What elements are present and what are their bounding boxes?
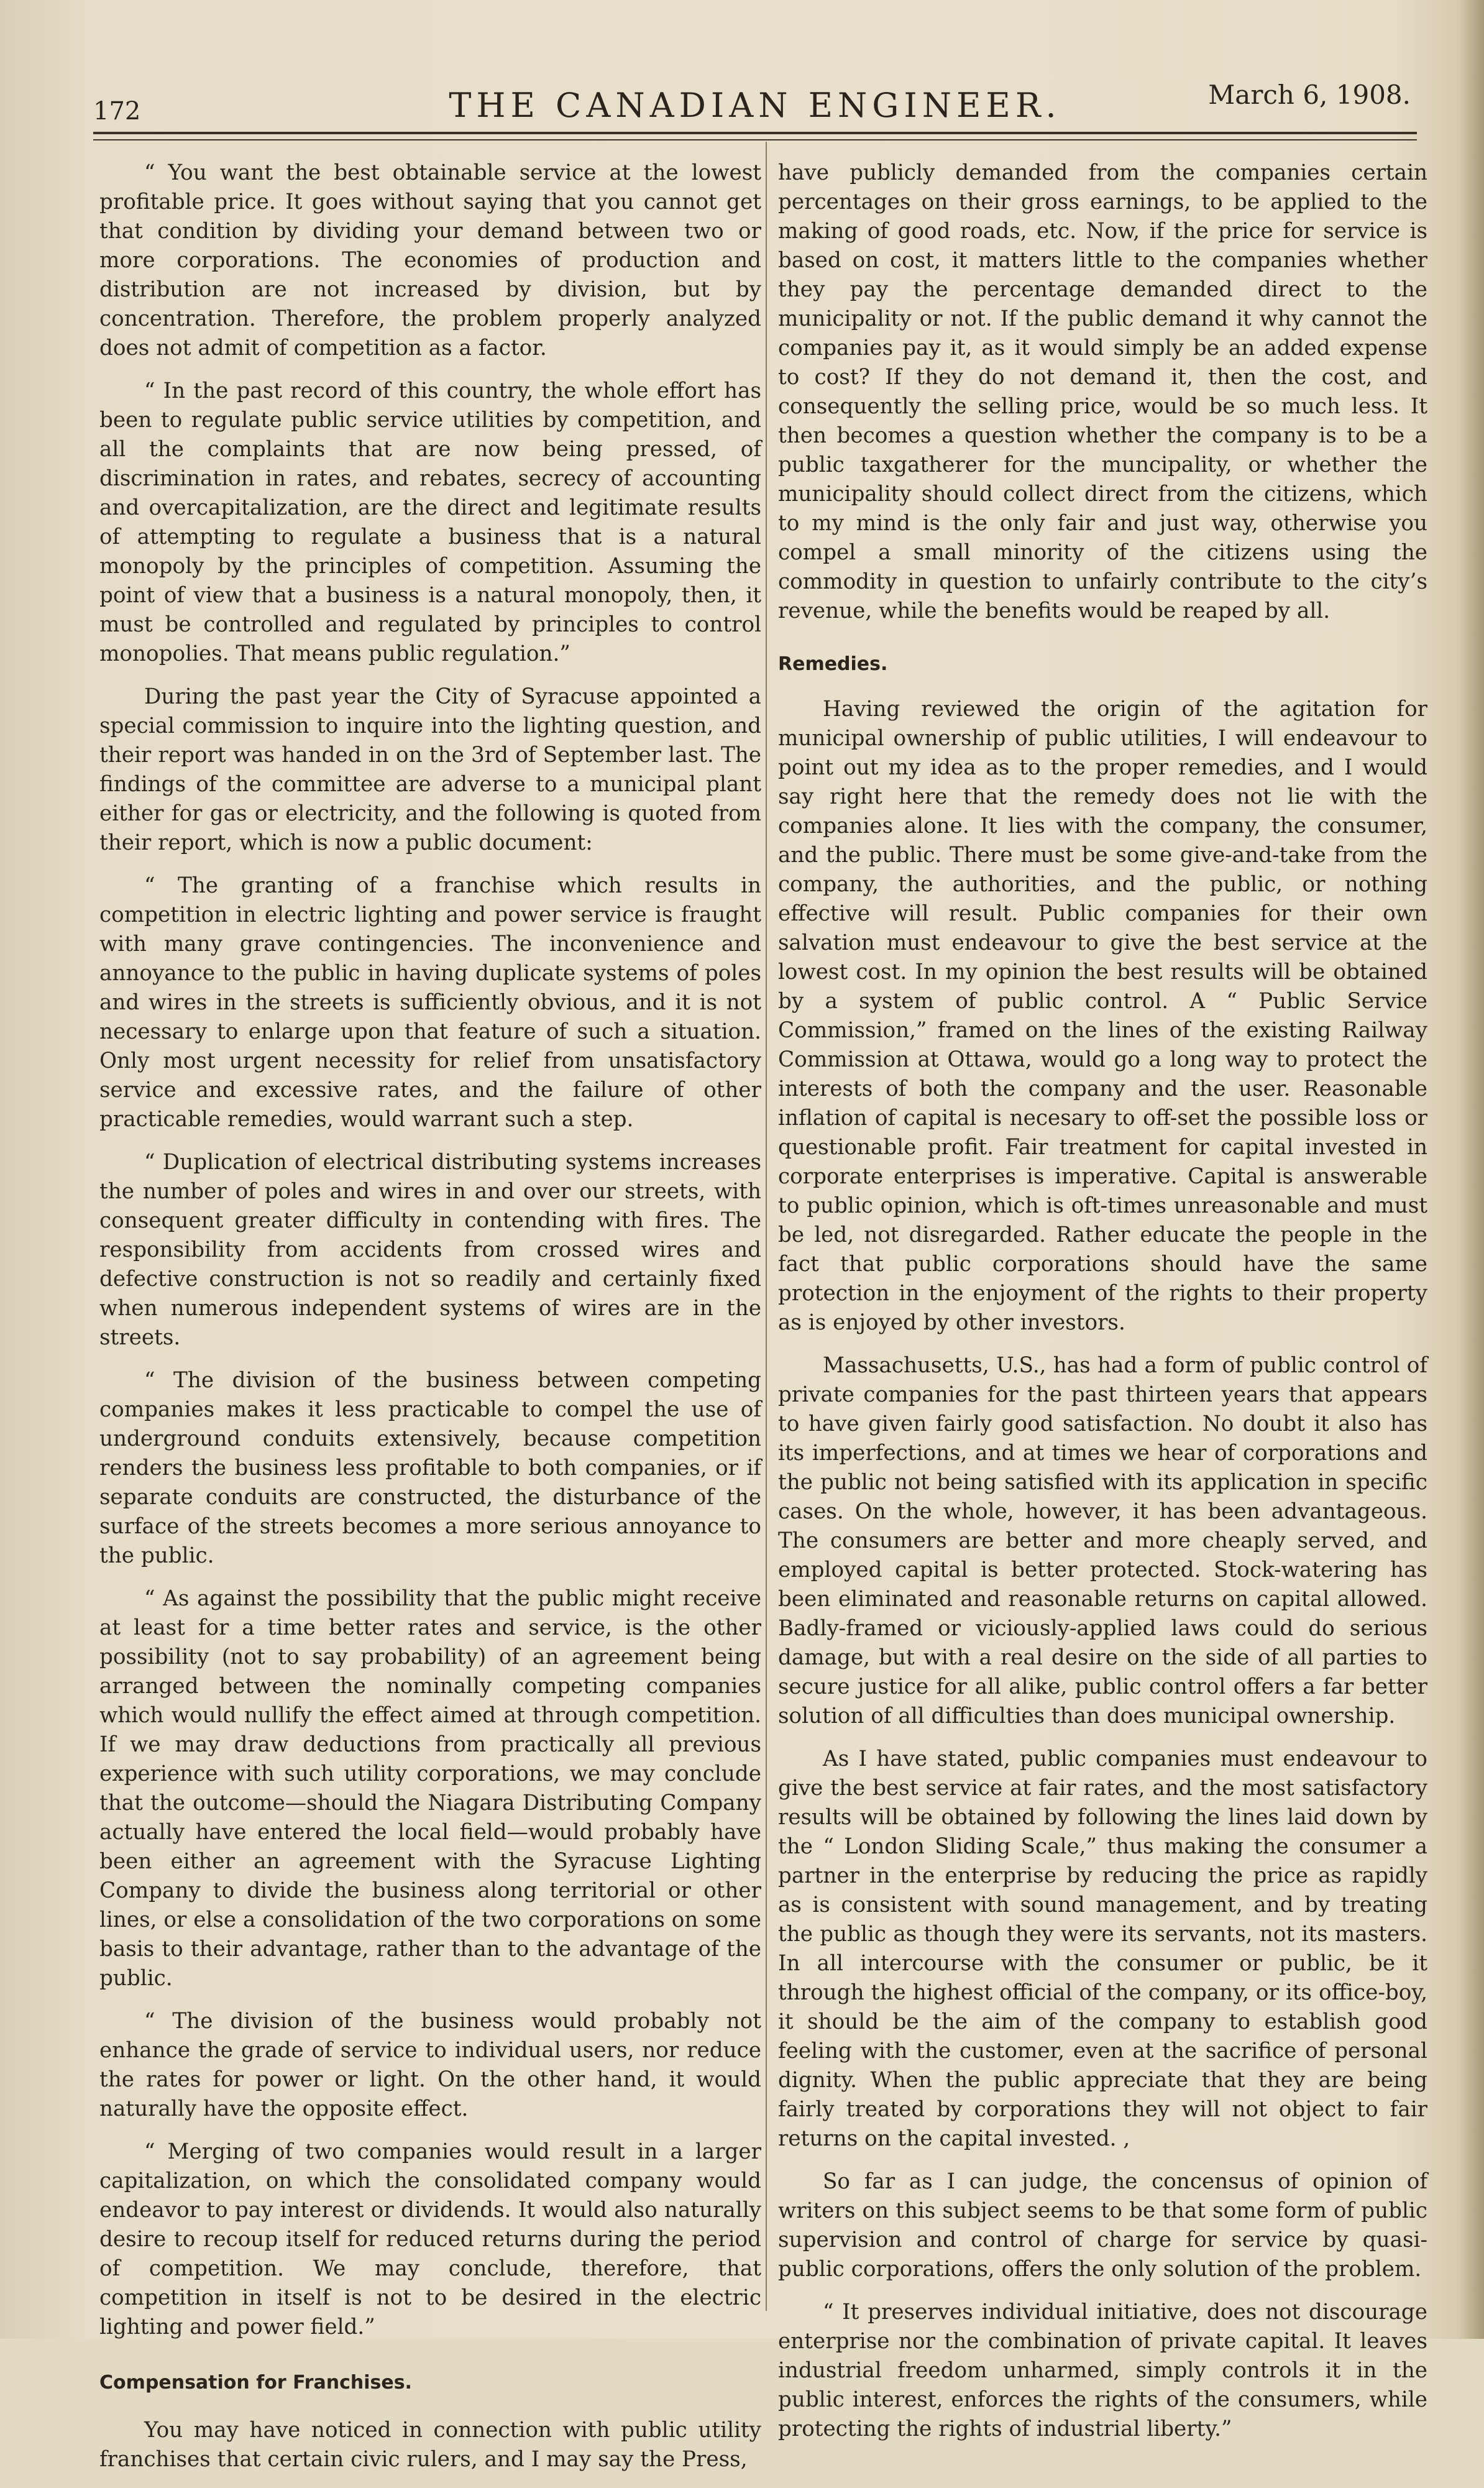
left-column (99, 158, 761, 2488)
section-heading-compensation: Compensation for Franchises. (99, 2372, 412, 2394)
right-column (778, 158, 1427, 2458)
header-rule-thin (93, 139, 1417, 140)
paragraph: “ You want the best obtainable service at the lowest profitable price. It goes without saying that you cannot get that condition by dividing your demand between two or more corporations. The economies of production and distribution are not increased by division, but by concentration. Therefore, the problem properly analyzed does not admit of competition as a factor. (99, 160, 761, 360)
paragraph: “ As against the possibility that the public might receive at least for a time better rates and service, is the other possibility (not to say probability) of an agreement being arranged between the nominally competing companies which would nullify the effect aimed at through competition. If we may draw deductions from practically all previous experience with such utility corporations, we may conclude that the outcome—should the Niagara Distributing Company actually have entered the local field—would probably have been either an agreement with the Syracuse Lighting Company to divide the business along territorial or other lines, or else a consolidation of the two corporations on some basis to their advantage, rather than to the advantage of the public. (99, 1586, 762, 1991)
paragraph: So far as I can judge, the concensus of opinion of writers on this subject seems to be that some form of public supervision and control of charge for service by quasi-public corporations, offers the only solution of the problem. (778, 2169, 1427, 2282)
page-edge-shadow (1459, 0, 1484, 2339)
paragraph: “ In the past record of this country, the whole effort has been to regulate public service utilities by competition, and all the complaints that are now being pressed, of discrimination in rates, and rebates, secrecy of accounting and overcapitalization, are the direct and legitimate results of attempting to regulate a business that is a natural monopoly by the principles of competition. Assuming the point of view that a business is a natural monopoly, then, it must be controlled and regulated by principles to control monopolies. That means public regulation.” (99, 379, 761, 666)
paragraph: Massachusetts, U.S., has had a form of public control of private companies for the past thirteen years that appears to have given fairly good satisfaction. No doubt it also has its imperfections, and at times we hear of corporations and the public not being satisfied with its application in specific cases. On the whole, however, it has been advantageous. The consumers are better and more cheaply served, and employed capital is better protected. Stock-watering has been eliminated and reasonable returns on capital allowed. Badly-framed or viciously-applied laws could do serious damage, but with a real desire on the side of all parties to secure justice for all alike, public control offers a far better solution of all difficulties than does municipal ownership. (778, 1353, 1427, 1728)
paragraph: During the past year the City of Syracuse appointed a special commission to inquire into the lighting question, and their report was handed in on the 3rd of September last. The findings of the committee are adverse to a municipal plant either for gas or electricity, and the following is quoted from their report, which is now a public document: (99, 684, 761, 855)
page-number: 172 (93, 97, 141, 126)
paragraph: have publicly demanded from the companies certain percentages on their gross earnings, to be applied to the making of good roads, etc. Now, if the price for service is based on cost, it matters little to the companies whether they pay the percentage demanded direct to the municipality or not. If the public demand it why cannot the companies pay it, as it would simply be an added expense to cost? If they do not demand it, then the cost, and consequently the selling price, would be so much less. It then becomes a question whether the company is to be a public taxgatherer for the muncipality, or whether the municipality should collect direct from the citizens, which to my mind is the only fair and just way, otherwise you compel a small minority of the citizens using the commodity in question to unfairly contribute to the city’s revenue, while the benefits would be reaped by all. (778, 160, 1427, 623)
journal-title: THE CANADIAN ENGINEER. (449, 86, 1061, 125)
paragraph: “ Duplication of electrical distributing systems increases the number of poles and wires in and over our streets, with consequent greater difficulty in contending with fires. The responsibility from accidents from crossed wires and defective construction is not so readily and certainly fixed when numerous independent systems of wires are in the streets. (99, 1150, 761, 1350)
header-rule-thick (93, 132, 1417, 134)
paragraph: “ The division of the business between competing companies makes it less practicable to compel the use of underground conduits extensively, because competition renders the business less profitable to both companies, or if separate conduits are constructed, the disturbance of the surface of the streets becomes a more serious annoyance to the public. (99, 1368, 761, 1568)
issue-date: March 6, 1908. (1208, 80, 1411, 110)
column-divider (766, 142, 767, 2311)
paragraph: “ Merging of two companies would result in a larger capitalization, on which the consolidated company would endeavor to pay interest or dividends. It would also naturally desire to recoup itself for reduced returns during the period of competition. We may conclude, therefore, that competition in itself is not to be desired in the electric lighting and power field.” (99, 2139, 761, 2339)
page-header (93, 73, 1417, 126)
paragraph: “ The granting of a franchise which results in competition in electric lighting and power service is fraught with many grave contingencies. The inconvenience and annoyance to the public in having duplicate systems of poles and wires in the streets is sufficiently obvious, and it is not necessary to enlarge upon that feature of such a situation. Only most urgent necessity for relief from unsatisfactory service and excessive rates, and the failure of other practicable remedies, would warrant such a step. (99, 873, 761, 1132)
paragraph: Having reviewed the origin of the agitation for municipal ownership of public utilities, I will endeavour to point out my idea as to the proper remedies, and I would say right here that the remedy does not lie with the companies alone. It lies with the company, the consumer, and the public. There must be some give-and-take from the company, the authorities, and the public, or nothing effective will result. Public companies for their own salvation must endeavour to give the best service at the lowest cost. In my opinion the best results will be obtained by a system of public control. A “ Public Service Commission,” framed on the lines of the existing Railway Commission at Ottawa, would go a long way to protect the interests of both the company and the user. Reasonable inflation of capital is necesary to off-set the possible loss or questionable profit. Fair treatment for capital invested in corporate enterprises is imperative. Capital is answerable to public opinion, which is oft-times unreasonable and must be led, not disregarded. Rather educate the people in the fact that public corporations should have the same protection in the enjoyment of the rights to their property as is enjoyed by other investors. (778, 697, 1427, 1335)
paragraph: As I have stated, public companies must endeavour to give the best service at fair rates, and the most satisfactory results will be obtained by following the lines laid down by the “ London Sliding Scale,” thus making the consumer a partner in the enterprise by reducing the price as rapidly as is consistent with sound management, and by treating the public as though they were its servants, not its masters. In all intercourse with the consumer or public, be it through the highest official of the company, or its office-boy, it should be the aim of the company to establish good feeling with the customer, even at the sacrifice of personal dignity. When the public appreciate that they are being fairly treated by corporations they will not object to fair returns on the capital invested. , (778, 1747, 1427, 2151)
section-heading-remedies: Remedies. (778, 653, 888, 675)
paragraph: “ It preserves individual initiative, does not discourage enterprise nor the combination of private capital. It leaves industrial freedom unharmed, simply controls it in the public interest, enforces the rights of the consumers, while protecting the rights of industrial liberty.” (778, 2300, 1427, 2441)
paragraph: You may have noticed in connection with public utility franchises that certain civic rulers, and I may say the Press, (99, 2418, 761, 2472)
paragraph: “ The division of the business would probably not enhance the grade of service to individual users, nor reduce the rates for power or light. On the other hand, it would naturally have the opposite effect. (99, 2009, 761, 2121)
